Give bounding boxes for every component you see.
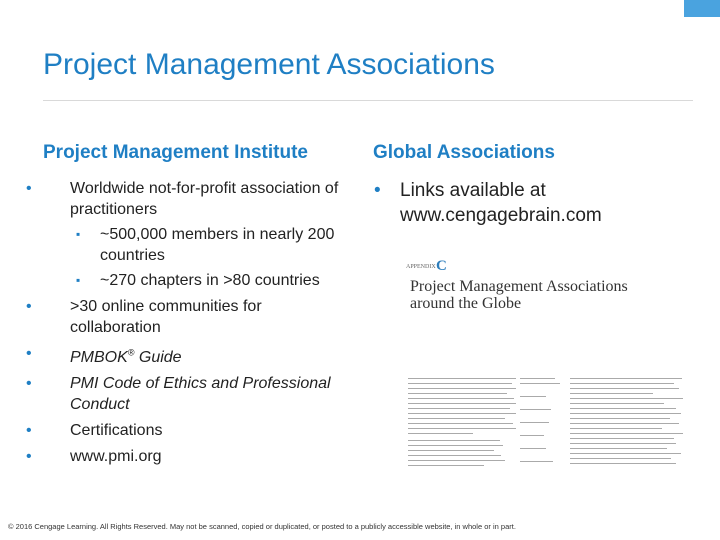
bullet-text: ~500,000 members in nearly 200 countries (100, 226, 335, 264)
bullet-text: www.pmi.org (70, 448, 162, 466)
bullet-text: >30 online communities for collaboration (70, 298, 262, 336)
book-country-column (520, 378, 564, 488)
list-item (22, 446, 342, 467)
top-accent-block (684, 0, 720, 17)
bullet-text: Links available at www.cengagebrain.com (400, 180, 602, 226)
bullet-text: Worldwide not-for-profit association of practitioners (70, 180, 339, 218)
bullet-icon: • (26, 180, 32, 197)
right-bullet-list (370, 178, 690, 228)
left-column-heading: Project Management Institute (43, 142, 308, 163)
top-bar (0, 0, 720, 17)
list-item (370, 178, 690, 228)
square-bullet-icon: ▪ (76, 273, 81, 287)
bullet-icon: • (26, 345, 32, 362)
appendix-letter: C (436, 258, 447, 274)
list-item (22, 178, 342, 220)
book-body-text (408, 378, 516, 488)
left-bullet-list (22, 178, 342, 467)
book-title: Project Management Associations around the Globe (410, 278, 628, 312)
square-bullet-icon: ▪ (76, 227, 81, 241)
book-page-image (402, 256, 692, 496)
right-column-heading: Global Associations (373, 142, 555, 163)
bullet-icon: • (374, 180, 381, 201)
list-item (22, 224, 342, 266)
copyright-footer: © 2016 Cengage Learning. All Rights Reserved. May not be scanned, copied or duplicated, or posted to a publicly accessible website, in whole or in part. (8, 522, 516, 531)
book-association-column (570, 378, 688, 488)
list-item (22, 296, 342, 338)
bullet-text: ~270 chapters in >80 countries (100, 272, 320, 289)
bullet-text: Certifications (70, 422, 163, 440)
slide-title: Project Management Associations (43, 48, 495, 81)
bullet-text: PMBOK® Guide (70, 348, 182, 367)
bullet-icon: • (26, 298, 32, 315)
list-item (22, 343, 342, 368)
bullet-text: PMI Code of Ethics and Professional Conduct (70, 375, 331, 414)
appendix-label: APPENDIX (406, 264, 436, 270)
list-item (22, 270, 342, 291)
bullet-icon: • (26, 422, 32, 440)
bullet-icon: • (26, 375, 32, 393)
list-item (22, 373, 342, 415)
bullet-icon: • (26, 448, 32, 466)
list-item (22, 420, 342, 441)
title-divider (43, 100, 693, 101)
